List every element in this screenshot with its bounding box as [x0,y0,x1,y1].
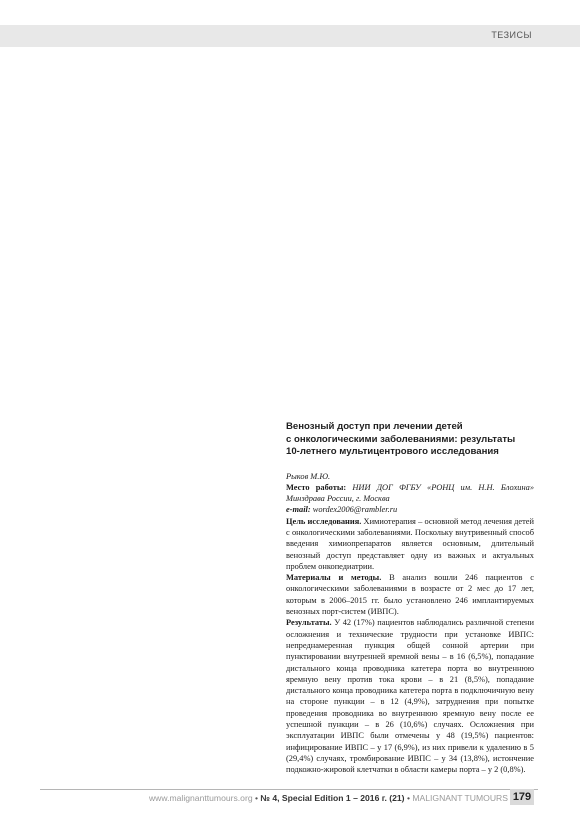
aim-paragraph [286,516,534,572]
article [286,421,534,776]
section-label: ТЕЗИСЫ [491,30,532,40]
article-title [286,421,534,459]
workplace-label: Место работы: [286,482,347,492]
results-text: У 42 (17%) пациентов наблюдались различной степени осложнения и технические трудности при установке ИВПС: непреднамеренная пункция общей сонной артерии при пунктировании внутренней яремной вены – в 16 (6,5%), попадание дистального конца проводника катетера порта во внутреннюю яремную вену против тока крови – в 21 (8,5%), попадание дистального конца проводника катетера порта в подключичную вену на стороне пункции – в 12 (4,9%), затруднения при попытке проведения проводника во внутреннюю яремную вену после ее успешной пункции – в 26 (10,6%) случаях. Осложнения при эксплуатации ИВПС были отмечены у 48 (19,5%) пациентов: инфицирование ИВПС – у 17 (6,9%), из них привели к удалению в 5 (29,4%) случаях, тромбирование ИВПС – у 34 (13,8%), истончение подкожно-жировой клетчатки в области камеры порта – у 2 (0,8%). [286,618,535,775]
footer [149,791,508,805]
methods-text: В анализ вошли 246 пациентов с онкологическими заболеваниями в возрасте от 2 мес до 17 лет, которым в 2006–2015 гг. было установлено 246 имплантируемых венозных порт-систем (ИВПС). [286,573,534,617]
page-number: 179 [510,789,534,805]
email-label: e-mail: [286,505,311,515]
workplace-text: НИИ ДОГ ФГБУ «РОНЦ им. Н.Н. Блохина» Минздрава России, г. Москва [286,482,535,504]
methods-paragraph [286,572,534,617]
footer-issue: № 4, Special Edition 1 – 2016 г. (21) [260,793,405,803]
title-line: Венозный доступ при лечении детей [286,421,463,432]
results-label: Результаты. [286,618,332,628]
article-body [286,471,534,776]
email-line [286,504,534,515]
author: Рыков М.Ю. [286,471,331,481]
footer-bullet: • [406,793,410,803]
footer-site-link[interactable]: www.malignanttumours.org [148,793,253,803]
email-link[interactable]: wordex2006@rambler.ru [312,505,398,515]
footer-journal: MALIGNANT TUMOURS [412,793,508,803]
methods-label: Материалы и методы. [286,573,382,583]
title-line: с онкологическими заболеваниями: результаты [286,433,516,445]
aim-text: Химиотерапия – основной метод лечения детей с онкологическими заболеваниями. Поскольку внутривенный способ введения химиопрепаратов является основным, длительный венозный доступ представляет одну из важных и актуальных проблем онкопедиатрии. [286,516,534,571]
title-line: 10-летнего мультицентрового исследования [286,446,499,457]
aim-label: Цель исследования. [286,516,362,526]
workplace [286,482,534,505]
footer-divider [40,789,538,790]
footer-bullet: • [255,793,259,803]
results-paragraph [286,617,534,775]
